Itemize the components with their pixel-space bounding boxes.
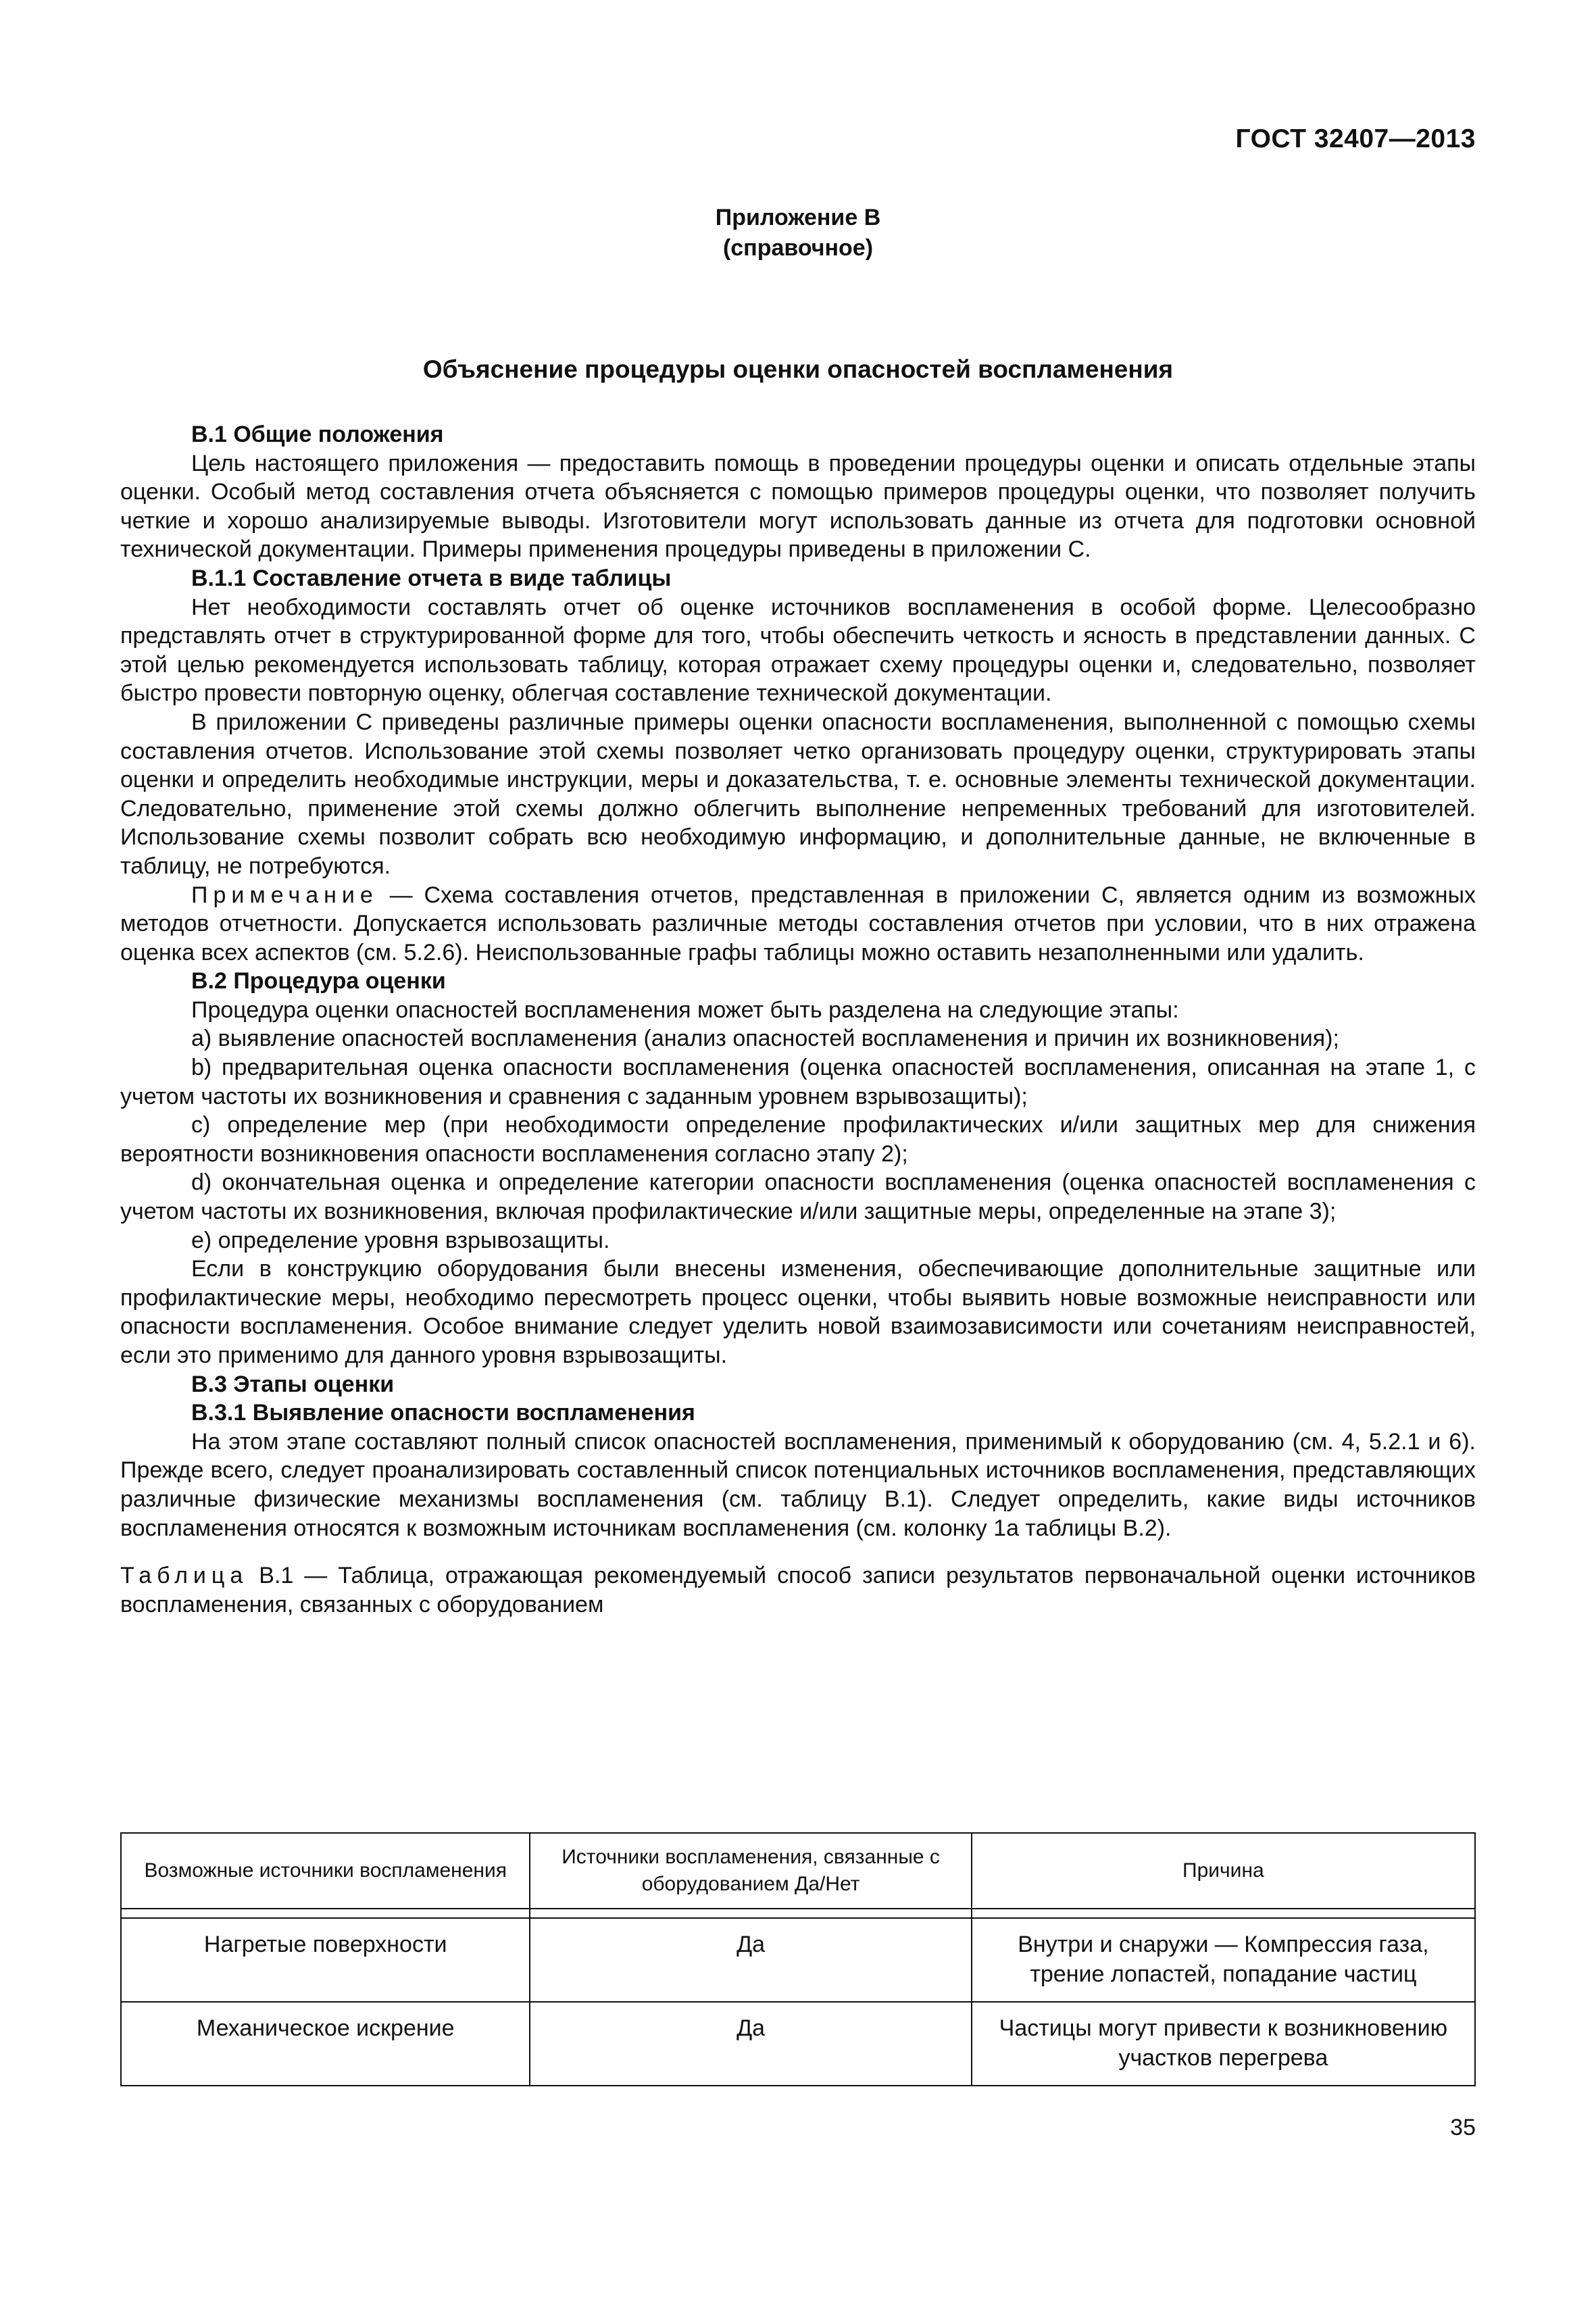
note-label: Примечание [191, 882, 378, 908]
annex-label [0, 203, 1596, 263]
column-header: Возможные источники воспламенения [121, 1833, 530, 1909]
list-item: b) предварительная оценка опасности воспламенения (оценка опасностей воспламенения, описанная на этапе 1, с учетом частоты их возникновения и сравнения с заданным уровнем взрывозащиты); [120, 1055, 1476, 1109]
table-cell: Частицы могут привести к возникновению участков перегрева [972, 2002, 1475, 2086]
paragraph: Процедура оценки опасностей воспламенения может быть разделена на следующие этапы: [191, 997, 1179, 1023]
column-header: Причина [972, 1833, 1475, 1909]
table-caption-text: В.1 — Таблица, отражающая рекомендуемый способ записи результатов первоначальной оценки источников воспламенения, связанных с оборудованием [120, 1563, 1476, 1617]
paragraph: Цель настоящего приложения — предоставить помощь в проведении процедуры оценки и описать отдельные этапы оценки. Особый метод составления отчета объясняется с помощью примеров процедуры оценки, что позволяет получить четкие и хорошо анализируемые выводы. Изготовители могут использовать данные из отчета для подготовки основной технической документации. Примеры применения процедуры приведены в приложении С. [120, 450, 1476, 563]
section-heading-b11: В.1.1 Составление отчета в виде таблицы [191, 565, 672, 591]
table-cell: Нагретые поверхности [121, 1918, 530, 2002]
note-text: — Схема составления отчетов, представленная в приложении С, является одним из возможных методов отчетности. Допускается использовать различные методы составления отчетов при условии, что в них отражена оценка всех аспектов (см. 5.2.6). Неиспользованные графы таблицы можно оставить незаполненными или удалить. [120, 882, 1476, 965]
table-cell: Внутри и снаружи — Компрессия газа, трение лопастей, попадание частиц [972, 1918, 1475, 2002]
list-item: с) определение мер (при необходимости определение профилактических и/или защитных мер для снижения вероятности возникновения опасности воспламенения согласно этапу 2); [120, 1112, 1476, 1167]
table-row [121, 2002, 1475, 2086]
column-header: Источники воспламенения, связанные с оборудованием Да/Нет [530, 1833, 971, 1909]
page-number: 35 [1450, 2115, 1476, 2140]
section-heading-b2: В.2 Процедура оценки [191, 968, 446, 995]
table-cell: Да [530, 1918, 971, 2002]
paragraph: На этом этапе составляют полный список опасностей воспламенения, применимый к оборудованию (см. 4, 5.2.1 и 6). Прежде всего, следует проанализировать составленный список потенциальных источников воспламенения, представляющих различные физические механизмы воспламенения (см. таблицу В.1). Следует определить, какие виды источников воспламенения относятся к возможным источникам воспламенения (см. колонку 1а таблицы В.2). [120, 1428, 1476, 1541]
note [120, 881, 1476, 967]
paragraph: Нет необходимости составлять отчет об оценке источников воспламенения в особой форме. Целесообразно представлять отчет в структурированной форме для того, чтобы обеспечить четкость и ясность в представлении данных. С этой целью рекомендуется использовать таблицу, которая отражает схему процедуры оценки и, следовательно, позволяет быстро провести повторную оценку, облегчая составление технической документации. [120, 594, 1476, 707]
table-cell: Механическое искрение [121, 2002, 530, 2086]
annex-type: (справочное) [722, 235, 874, 261]
table-row [121, 1918, 1475, 2002]
list-item: е) определение уровня взрывозащиты. [191, 1227, 610, 1253]
ignition-sources-table [120, 1832, 1476, 2086]
table-caption [120, 1561, 1476, 1619]
document-body [120, 420, 1476, 1619]
table-header-row [121, 1833, 1475, 1909]
table-cell: Да [530, 2002, 971, 2086]
paragraph: В приложении С приведены различные примеры оценки опасности воспламенения, выполненной с помощью схемы составления отчетов. Использование этой схемы позволяет четко организовать процедуру оценки, структурировать этапы оценки и определить необходимые инструкции, меры и доказательства, т. е. основные элементы технической документации. Следовательно, применение этой схемы должно облегчить выполнение непременных требований для изготовителей. Использование схемы позволит собрать всю необходимую информацию, и дополнительные данные, не включенные в таблицу, не потребуются. [120, 709, 1476, 879]
section-heading-b1: В.1 Общие положения [191, 422, 444, 447]
annex-title: Приложение В [715, 205, 881, 230]
section-heading-b31: В.3.1 Выявление опасности воспламенения [191, 1400, 695, 1426]
standard-number: ГОСТ 32407—2013 [1235, 124, 1476, 153]
list-item: d) окончательная оценка и определение категории опасности воспламенения (оценка опасностей воспламенения с учетом частоты их возникновения, включая профилактические и/или защитные меры, определенные на этапе 3); [120, 1169, 1476, 1225]
document-title: Объяснение процедуры оценки опасностей воспламенения [422, 355, 1174, 383]
paragraph: Если в конструкцию оборудования были внесены изменения, обеспечивающие дополнительные защитные или профилактические меры, необходимо пересмотреть процесс оценки, чтобы выявить новые возможные неисправности или опасности воспламенения. Особое внимание следует уделить новой взаимозависимости или сочетаниям неисправностей, если это применимо для данного уровня взрывозащиты. [120, 1256, 1476, 1368]
section-heading-b3: В.3 Этапы оценки [191, 1371, 395, 1397]
table-caption-label: Таблица [120, 1563, 249, 1589]
table-separator-row [121, 1909, 1475, 1918]
list-item: а) выявление опасностей воспламенения (анализ опасностей воспламенения и причин их возникновения); [191, 1026, 1339, 1052]
